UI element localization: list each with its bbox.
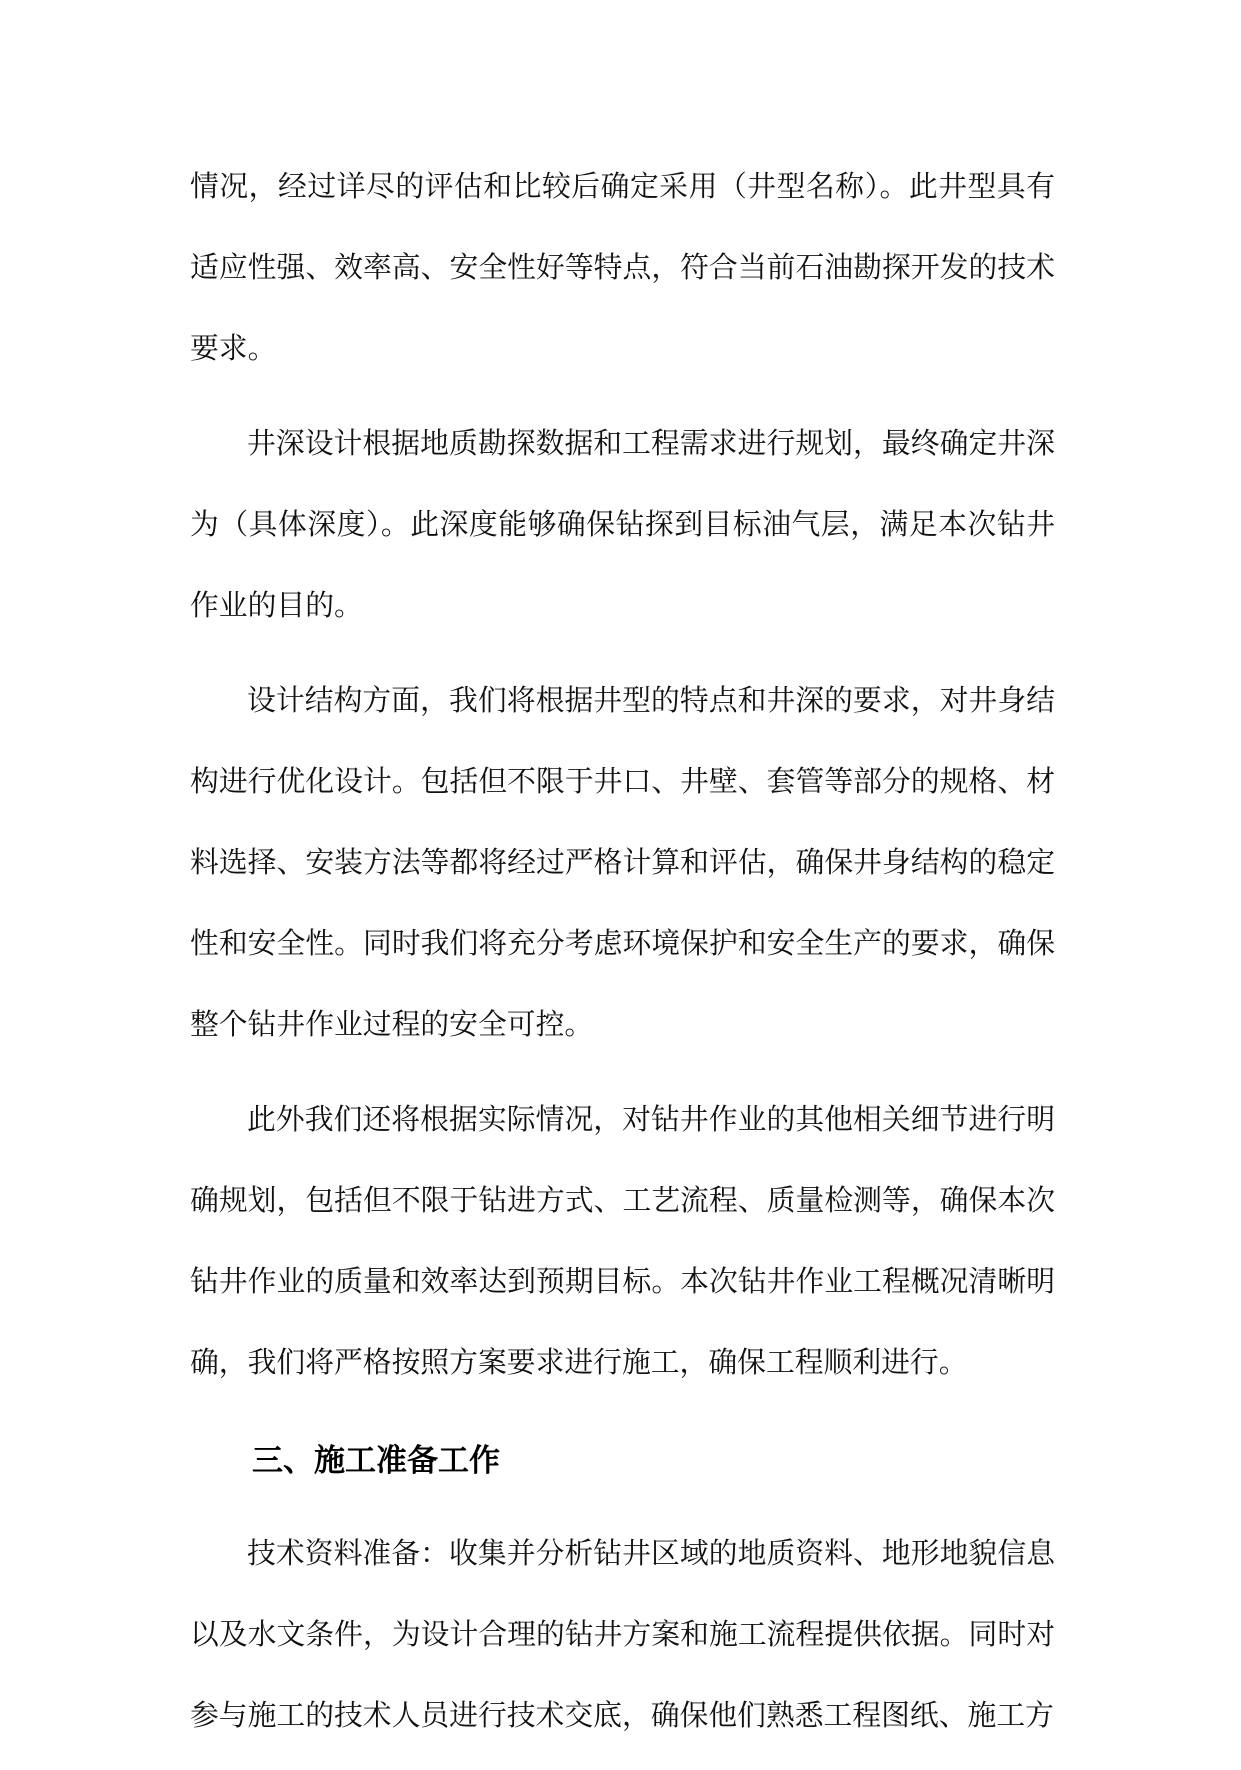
paragraph-well-depth: 井深设计根据地质勘探数据和工程需求进行规划，最终确定井深为（具体深度）。此深度能够确保钻探到目标油气层，满足本次钻井作业的目的。 xyxy=(190,426,1055,622)
paragraph-technical-preparation: 技术资料准备：收集并分析钻井区域的地质资料、地形地貌信息以及水文条件，为设计合理的钻井方案和施工流程提供依据。同时对参与施工的技术人员进行技术交底，确保他们熟悉工程图纸、施工方 xyxy=(190,1536,1055,1732)
document-body xyxy=(190,146,1055,1770)
paragraph-continuation: 情况，经过详尽的评估和比较后确定采用（井型名称）。此井型具有适应性强、效率高、安全性好等特点，符合当前石油勘探开发的技术要求。 xyxy=(190,169,1055,365)
section-heading: 三、施工准备工作 xyxy=(252,1443,500,1479)
paragraph-other-details: 此外我们还将根据实际情况，对钻井作业的其他相关细节进行明确规划，包括但不限于钻进方式、工艺流程、质量检测等，确保本次钻井作业的质量和效率达到预期目标。本次钻井作业工程概况清晰明确，我们将严格按照方案要求进行施工，确保工程顺利进行。 xyxy=(190,1102,1055,1379)
paragraph-well-structure: 设计结构方面，我们将根据井型的特点和井深的要求，对井身结构进行优化设计。包括但不限于井口、井壁、套管等部分的规格、材料选择、安装方法等都将经过严格计算和评估，确保井身结构的稳定性和安全性。同时我们将充分考虑环境保护和安全生产的要求，确保整个钻井作业过程的安全可控。 xyxy=(190,683,1055,1041)
